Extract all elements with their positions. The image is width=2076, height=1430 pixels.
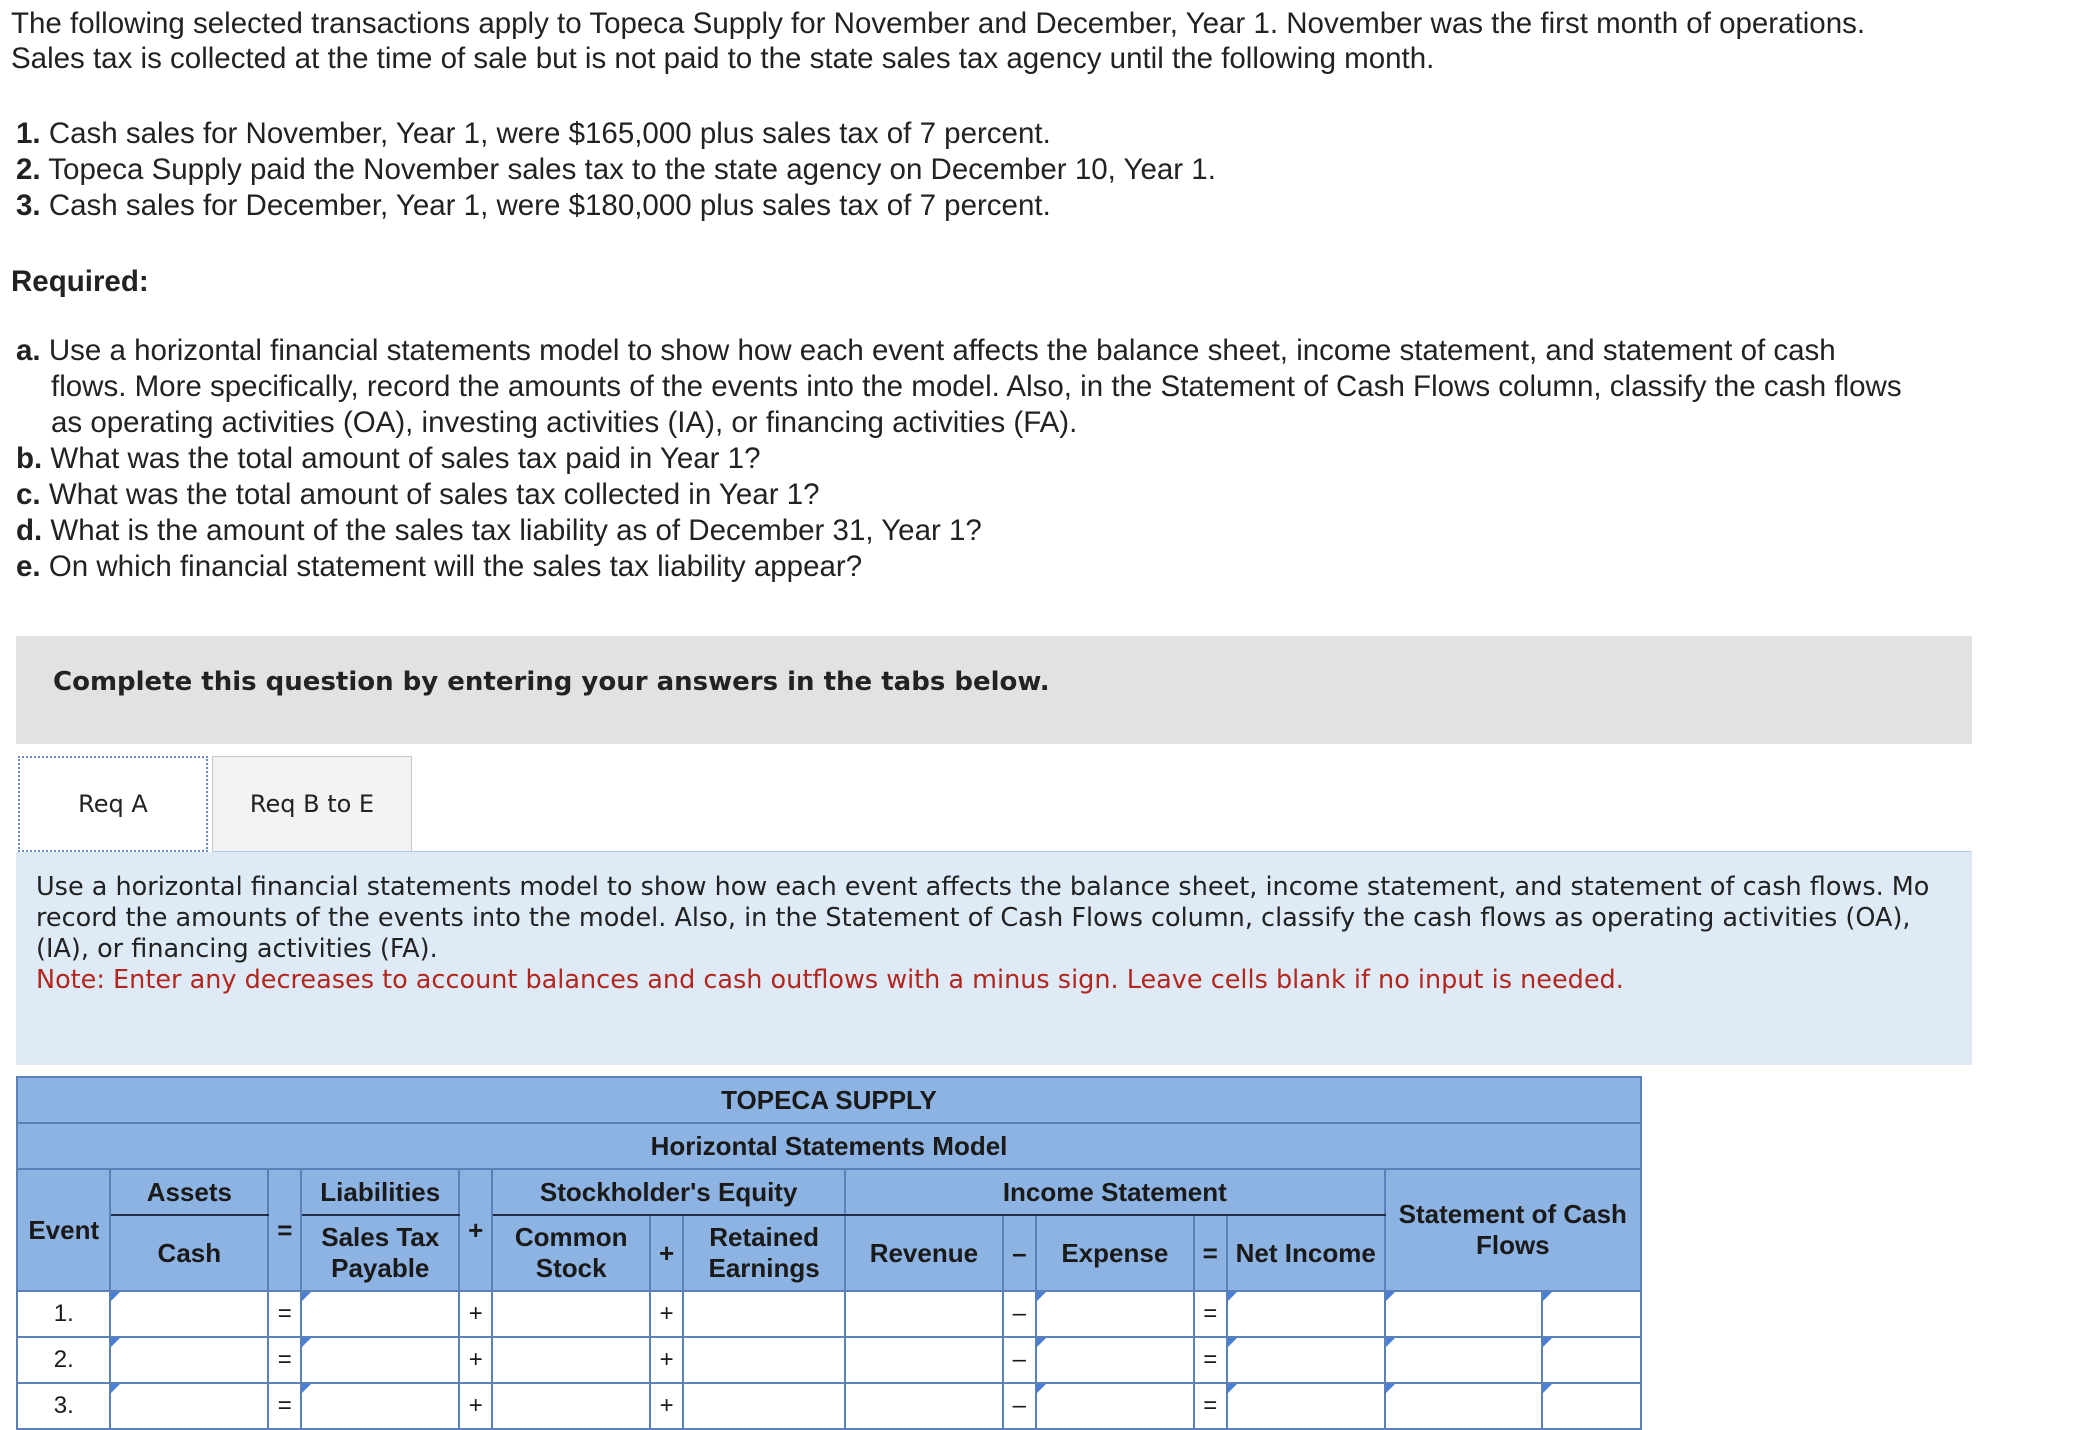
requirement-letter: a. bbox=[16, 334, 41, 367]
transaction-text: Cash sales for December, Year 1, were $180,000 plus sales tax of 7 percent. bbox=[48, 189, 1051, 222]
retained-earnings-input[interactable] bbox=[684, 1293, 844, 1335]
tab-req-b-to-e[interactable]: Req B to E bbox=[212, 756, 412, 852]
requirement-item bbox=[16, 549, 1916, 585]
minus-sign: – bbox=[1003, 1337, 1036, 1383]
requirement-list bbox=[16, 333, 1916, 585]
cash-flow-amount-input[interactable] bbox=[1386, 1293, 1542, 1335]
horizontal-statements-table bbox=[16, 1076, 1642, 1430]
cash-flow-class-cell[interactable] bbox=[1542, 1383, 1641, 1429]
transaction-item bbox=[16, 188, 1916, 224]
cash-flow-amount-cell[interactable] bbox=[1385, 1337, 1543, 1383]
transaction-text: Cash sales for November, Year 1, were $165,000 plus sales tax of 7 percent. bbox=[48, 117, 1051, 150]
cash-cell[interactable] bbox=[110, 1291, 268, 1337]
instructions-text bbox=[36, 872, 1972, 996]
transaction-list bbox=[16, 116, 1916, 224]
equals-sign: = bbox=[268, 1383, 301, 1429]
table-subtitle: Horizontal Statements Model bbox=[17, 1123, 1641, 1169]
cash-flow-amount-input[interactable] bbox=[1386, 1385, 1542, 1427]
requirement-text: What was the total amount of sales tax paid in Year 1? bbox=[50, 442, 761, 475]
requirement-letter: b. bbox=[16, 442, 43, 475]
common-stock-cell[interactable] bbox=[492, 1337, 650, 1383]
equity-header: Stockholder's Equity bbox=[492, 1169, 845, 1215]
requirement-letter: c. bbox=[16, 478, 41, 511]
requirement-item bbox=[16, 333, 1916, 441]
plus-header: + bbox=[650, 1215, 683, 1291]
cash-flow-amount-cell[interactable] bbox=[1385, 1383, 1543, 1429]
instruction-banner bbox=[16, 636, 1972, 744]
equals-header: = bbox=[268, 1169, 301, 1291]
plus-sign: + bbox=[459, 1337, 492, 1383]
net-income-header: Net Income bbox=[1227, 1215, 1385, 1291]
sales-tax-payable-input[interactable] bbox=[302, 1339, 458, 1381]
requirement-item bbox=[16, 441, 1916, 477]
cash-flow-class-input[interactable] bbox=[1543, 1385, 1640, 1427]
table-row bbox=[17, 1291, 1641, 1337]
revenue-input[interactable] bbox=[846, 1385, 1002, 1427]
cash-input[interactable] bbox=[111, 1385, 267, 1427]
instructions-line: (IA), or financing activities (FA). bbox=[36, 934, 438, 964]
tab-bar bbox=[16, 756, 1972, 852]
requirement-text: What is the amount of the sales tax liability as of December 31, Year 1? bbox=[50, 514, 982, 547]
common-stock-input[interactable] bbox=[493, 1385, 649, 1427]
net-income-cell[interactable] bbox=[1227, 1291, 1385, 1337]
cash-input[interactable] bbox=[111, 1293, 267, 1335]
transaction-item bbox=[16, 152, 1916, 188]
transaction-number: 3. bbox=[16, 189, 41, 222]
sales-tax-payable-input[interactable] bbox=[302, 1385, 458, 1427]
requirement-text: On which financial statement will the sales tax liability appear? bbox=[48, 550, 863, 583]
revenue-input[interactable] bbox=[846, 1339, 1002, 1381]
common-stock-cell[interactable] bbox=[492, 1383, 650, 1429]
common-stock-input[interactable] bbox=[493, 1339, 649, 1381]
net-income-cell[interactable] bbox=[1227, 1383, 1385, 1429]
minus-header: – bbox=[1003, 1215, 1036, 1291]
plus-header: + bbox=[459, 1169, 492, 1291]
event-number: 3. bbox=[17, 1383, 110, 1429]
equals-sign: = bbox=[1194, 1337, 1227, 1383]
cash-flow-class-input[interactable] bbox=[1543, 1339, 1640, 1381]
transaction-number: 1. bbox=[16, 117, 41, 150]
transaction-item bbox=[16, 116, 1916, 152]
income-statement-header: Income Statement bbox=[845, 1169, 1385, 1215]
assets-header: Assets bbox=[110, 1169, 268, 1215]
minus-sign: – bbox=[1003, 1291, 1036, 1337]
retained-earnings-cell[interactable] bbox=[683, 1337, 845, 1383]
plus-sign: + bbox=[650, 1383, 683, 1429]
requirement-text: Use a horizontal financial statements model to show how each event affects the balance sheet, income statement, and statement of cash flows. More specifically, record the amounts of the events into the model. Also, in the Statement of Cash Flows column, classify the cash flows as operating activities (OA), investing activities (IA), or financing activities (FA). bbox=[48, 334, 1902, 439]
retained-earnings-cell[interactable] bbox=[683, 1291, 845, 1337]
equals-header: = bbox=[1194, 1215, 1227, 1291]
instructions-panel bbox=[16, 852, 1972, 1065]
revenue-header: Revenue bbox=[845, 1215, 1003, 1291]
equals-sign: = bbox=[1194, 1383, 1227, 1429]
plus-sign: + bbox=[459, 1291, 492, 1337]
cash-flow-class-cell[interactable] bbox=[1542, 1337, 1641, 1383]
banner-text: Complete this question by entering your answers in the tabs below. bbox=[53, 667, 1050, 697]
table-company-title: TOPECA SUPPLY bbox=[17, 1077, 1641, 1123]
requirement-letter: d. bbox=[16, 514, 43, 547]
retained-earnings-input[interactable] bbox=[684, 1385, 844, 1427]
cash-flow-class-cell[interactable] bbox=[1542, 1291, 1641, 1337]
problem-intro: The following selected transactions apply to Topeca Supply for November and December, Year 1. November was the first month of operations. Sales tax is collected at the time of sale but is not paid to the state sales tax agency until the following month. bbox=[11, 7, 1866, 75]
net-income-input[interactable] bbox=[1228, 1339, 1384, 1381]
common-stock-input[interactable] bbox=[493, 1293, 649, 1335]
cash-flow-amount-input[interactable] bbox=[1386, 1339, 1542, 1381]
sales-tax-payable-input[interactable] bbox=[302, 1293, 458, 1335]
instructions-note: Note: Enter any decreases to account balances and cash outflows with a minus sign. Leave cells blank if no input is needed. bbox=[36, 965, 1624, 995]
net-income-input[interactable] bbox=[1228, 1385, 1384, 1427]
revenue-cell[interactable] bbox=[845, 1383, 1003, 1429]
sales-tax-payable-cell[interactable] bbox=[301, 1383, 459, 1429]
cash-flow-class-input[interactable] bbox=[1543, 1293, 1640, 1335]
requirement-item bbox=[16, 477, 1916, 513]
minus-sign: – bbox=[1003, 1383, 1036, 1429]
expense-cell[interactable] bbox=[1036, 1291, 1194, 1337]
cash-cell[interactable] bbox=[110, 1337, 268, 1383]
transaction-text: Topeca Supply paid the November sales tax to the state agency on December 10, Year 1. bbox=[48, 153, 1216, 186]
table-row bbox=[17, 1383, 1641, 1429]
revenue-cell[interactable] bbox=[845, 1337, 1003, 1383]
requirement-item bbox=[16, 513, 1916, 549]
requirement-letter: e. bbox=[16, 550, 41, 583]
instructions-line: record the amounts of the events into the model. Also, in the Statement of Cash Flows column, classify the cash flows as operating activities (OA), bbox=[36, 903, 1911, 933]
common-stock-cell[interactable] bbox=[492, 1291, 650, 1337]
common-stock-header: Common Stock bbox=[492, 1215, 650, 1291]
cash-header: Cash bbox=[110, 1215, 268, 1291]
sales-tax-payable-header: Sales Tax Payable bbox=[301, 1215, 459, 1291]
net-income-cell[interactable] bbox=[1227, 1337, 1385, 1383]
retained-earnings-cell[interactable] bbox=[683, 1383, 845, 1429]
equals-sign: = bbox=[268, 1291, 301, 1337]
expense-cell[interactable] bbox=[1036, 1337, 1194, 1383]
cash-flow-amount-cell[interactable] bbox=[1385, 1291, 1543, 1337]
instructions-line: Use a horizontal financial statements model to show how each event affects the balance sheet, income statement, and statement of cash flows. Mo bbox=[36, 872, 1930, 902]
retained-earnings-header: Retained Earnings bbox=[683, 1215, 845, 1291]
plus-sign: + bbox=[650, 1337, 683, 1383]
tab-req-a[interactable]: Req A bbox=[18, 756, 208, 852]
sales-tax-payable-cell[interactable] bbox=[301, 1337, 459, 1383]
revenue-cell[interactable] bbox=[845, 1291, 1003, 1337]
net-income-input[interactable] bbox=[1228, 1293, 1384, 1335]
required-heading: Required: bbox=[11, 265, 149, 298]
equals-sign: = bbox=[1194, 1291, 1227, 1337]
revenue-input[interactable] bbox=[846, 1293, 1002, 1335]
sales-tax-payable-cell[interactable] bbox=[301, 1291, 459, 1337]
expense-input[interactable] bbox=[1037, 1385, 1193, 1427]
table-row bbox=[17, 1337, 1641, 1383]
event-number: 1. bbox=[17, 1291, 110, 1337]
expense-input[interactable] bbox=[1037, 1293, 1193, 1335]
transaction-number: 2. bbox=[16, 153, 41, 186]
requirement-text: What was the total amount of sales tax collected in Year 1? bbox=[48, 478, 820, 511]
event-number: 2. bbox=[17, 1337, 110, 1383]
expense-header: Expense bbox=[1036, 1215, 1194, 1291]
cash-flows-header: Statement of Cash Flows bbox=[1385, 1169, 1641, 1291]
expense-cell[interactable] bbox=[1036, 1383, 1194, 1429]
equals-sign: = bbox=[268, 1337, 301, 1383]
plus-sign: + bbox=[650, 1291, 683, 1337]
retained-earnings-input[interactable] bbox=[684, 1339, 844, 1381]
cash-cell[interactable] bbox=[110, 1383, 268, 1429]
liabilities-header: Liabilities bbox=[301, 1169, 459, 1215]
plus-sign: + bbox=[459, 1383, 492, 1429]
cash-input[interactable] bbox=[111, 1339, 267, 1381]
event-header: Event bbox=[17, 1169, 110, 1291]
expense-input[interactable] bbox=[1037, 1339, 1193, 1381]
